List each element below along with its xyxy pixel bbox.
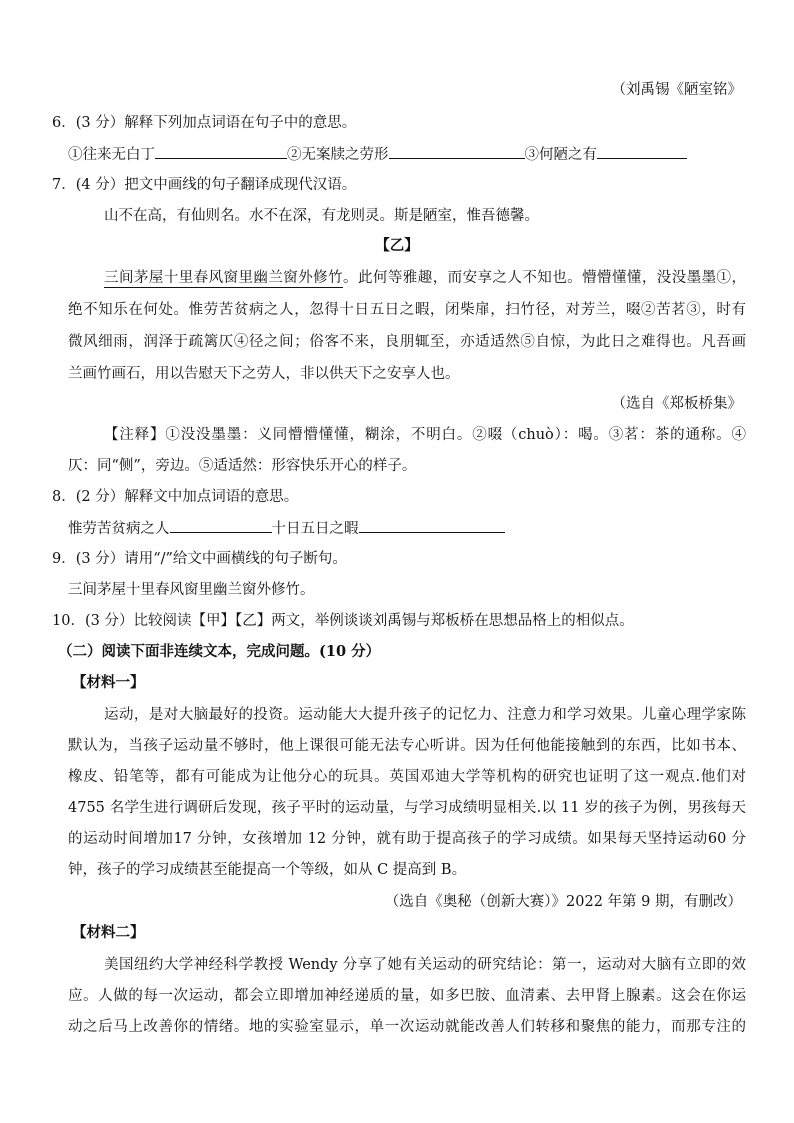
material-1-line-5: 的运动时间增加17 分钟，女孩增加 12 分钟，就有助于提高孩子的学习成绩。如果每天坚持运动60 分 <box>68 831 746 847</box>
q8-answer-blank-1[interactable] <box>170 518 272 533</box>
q8-item-2: 十日五日之暇 <box>271 521 359 537</box>
question-6-items <box>68 144 687 165</box>
question-9-stem: 9．(3 分）请用“/”给文中画横线的句子断句。 <box>52 551 347 567</box>
question-7-stem: 7．(4 分）把文中画线的句子翻译成现代汉语。 <box>52 177 357 193</box>
q6-item-3: ③何陋之有 <box>524 147 597 163</box>
question-10-stem: 10．(3 分）比较阅读【甲】【乙】两文，举例谈谈刘禹锡与郑板桥在思想品格上的相似点。 <box>52 613 634 629</box>
material-1-line-2: 默认为，当孩子运动量不够时，他上课很可能无法专心听讲。因为任何他能接触到的东西，比如书本、 <box>68 738 746 754</box>
passage-yi-heading: 【乙】 <box>375 237 419 254</box>
material-1-heading: 【材料一】 <box>72 674 145 691</box>
material-1-line-3: 橡皮、铅笔等，都有可能成为让他分心的玩具。英国邓迪大学等机构的研究也证明了这一观点.他们对 <box>68 769 746 785</box>
q6-item-2: ②无案牍之劳形 <box>287 147 389 163</box>
material-2-heading: 【材料二】 <box>72 924 145 941</box>
notes-line-1: 【注释】①没没墨墨：义同懵懵懂懂，糊涂，不明白。②啜（chuò）：喝。③茗：茶的通称。④ <box>104 427 746 443</box>
source-citation-liu: （刘禹锡《陋室铭》 <box>611 82 742 98</box>
question-9-sentence: 三间茅屋十里春风窗里幽兰窗外修竹。 <box>68 582 315 598</box>
passage-underlined-sentence: 三间茅屋十里春风窗里幽兰窗外修竹 <box>104 270 344 286</box>
q6-answer-blank-3[interactable] <box>597 144 687 159</box>
question-8-stem: 8．(2 分）解释文中加点词语的意思。 <box>52 489 299 505</box>
passage-yi-line-2: 绝不知乐在何处。惟劳苦贫病之人，忽得十日五日之暇，闭柴扉，扫竹径，对芳兰，啜②苦茗③，时有 <box>68 302 746 318</box>
q8-answer-blank-2[interactable] <box>359 518 505 533</box>
material-1-line-6: 钟，孩子的学习成绩甚至能提高一个等级，如从 C 提高到 B。 <box>68 862 467 878</box>
material-2-line-2: 应。人做的每一次运动，都会立即增加神经递质的量，如多巴胺、血清素、去甲肾上腺素。这会在你运 <box>68 988 746 1004</box>
question-7-sentence: 山不在高，有仙则名。水不在深，有龙则灵。斯是陋室，惟吾德馨。 <box>104 208 539 224</box>
q6-answer-blank-1[interactable] <box>155 144 287 159</box>
passage-yi-line-3: 微风细雨，润泽于疏篱仄④径之间；俗客不来，良朋辄至，亦适适然⑤自惊，为此日之难得也。凡吾画 <box>68 334 746 350</box>
section-2-heading: （二）阅读下面非连续文本，完成问题。(10 分） <box>58 643 381 660</box>
material-2-line-1: 美国纽约大学神经科学教授 Wendy 分享了她有关运动的研究结论：第一，运动对大脑有立即的效 <box>104 957 746 973</box>
q6-answer-blank-2[interactable] <box>389 144 525 159</box>
material-1-line-4: 4755 名学生进行调研后发现，孩子平时的运动量，与学习成绩明显相关.以 11 岁的孩子为例，男孩每天 <box>68 800 746 816</box>
notes-line-2: 仄：同“侧”，旁边。⑤适适然：形容快乐开心的样子。 <box>68 458 417 474</box>
question-6-stem: 6．(3 分）解释下列加点词语在句子中的意思。 <box>52 115 357 131</box>
material-2-line-3: 动之后马上改善你的情绪。地的实验室显示，单一次运动就能改善人们转移和聚焦的能力，而那专注的 <box>68 1019 746 1035</box>
q8-item-1: 惟劳苦贫病之人 <box>68 521 170 537</box>
passage-yi-line-1: 三间茅屋十里春风窗里幽兰窗外修竹。此何等雅趣，而安享之人不知也。懵懵懂懂，没没墨墨①， <box>104 270 746 286</box>
source-citation-aomi: （选自《奥秘（创新大赛）》2022 年第 9 期，有删改） <box>384 894 742 910</box>
q6-item-1: ①往来无白丁 <box>68 147 155 163</box>
source-citation-zheng: （选自《郑板桥集》 <box>611 396 742 412</box>
question-8-items <box>68 518 505 539</box>
material-1-line-1: 运动，是对大脑最好的投资。运动能大大提升孩子的记忆力、注意力和学习效果。儿童心理学家陈 <box>104 707 746 723</box>
passage-yi-line-4: 兰画竹画石，用以告慰天下之劳人，非以供天下之安享人也。 <box>68 366 460 382</box>
